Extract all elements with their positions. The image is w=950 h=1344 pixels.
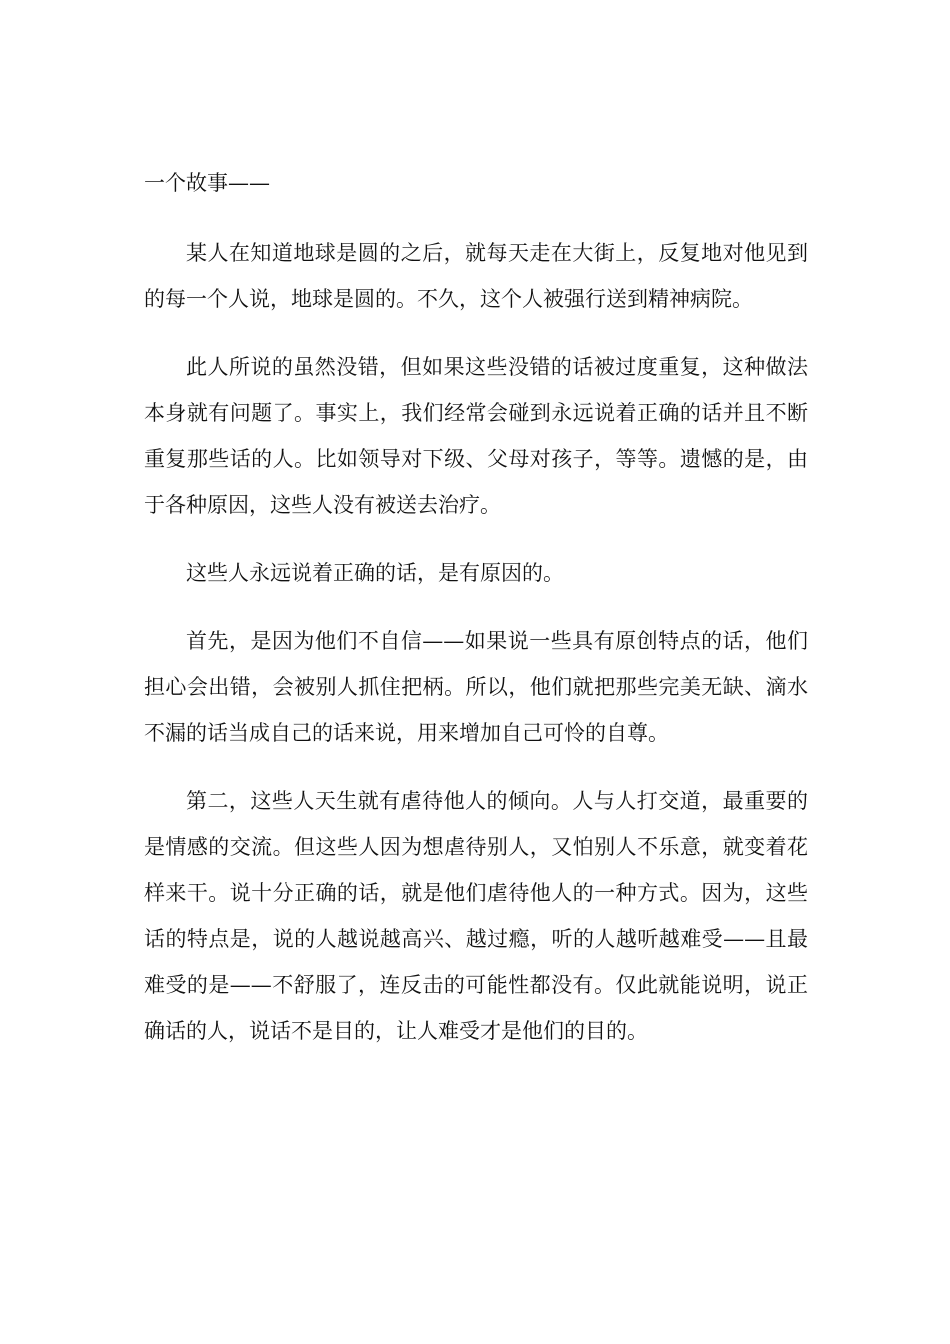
document-page: [144, 160, 808, 1076]
paragraph-5: 第二，这些人天生就有虐待他人的倾向。人与人打交道，最重要的是情感的交流。但这些人因为想虐待别人，又怕别人不乐意，就变着花样来干。说十分正确的话，就是他们虐待他人的一种方式。因为，这些话的特点是，说的人越说越高兴、越过瘾，听的人越听越难受——且最难受的是——不舒服了，连反击的可能性都没有。仅此就能说明，说正确话的人，说话不是目的，让人难受才是他们的目的。: [144, 789, 808, 1043]
paragraph-3: 这些人永远说着正确的话，是有原因的。: [186, 561, 564, 585]
document-title: 一个故事——: [144, 171, 270, 195]
paragraph-2: 此人所说的虽然没错，但如果这些没错的话被过度重复，这种做法本身就有问题了。事实上，我们经常会碰到永远说着正确的话并且不断重复那些话的人。比如领导对下级、父母对孩子，等等。遗憾的是，由于各种原因，这些人没有被送去治疗。: [144, 355, 808, 517]
paragraph-1: 某人在知道地球是圆的之后，就每天走在大街上，反复地对他见到的每一个人说，地球是圆的。不久，这个人被强行送到精神病院。: [144, 241, 808, 311]
paragraph-4: 首先，是因为他们不自信——如果说一些具有原创特点的话，他们担心会出错，会被别人抓住把柄。所以，他们就把那些完美无缺、滴水不漏的话当成自己的话来说，用来增加自己可怜的自尊。: [144, 629, 808, 745]
